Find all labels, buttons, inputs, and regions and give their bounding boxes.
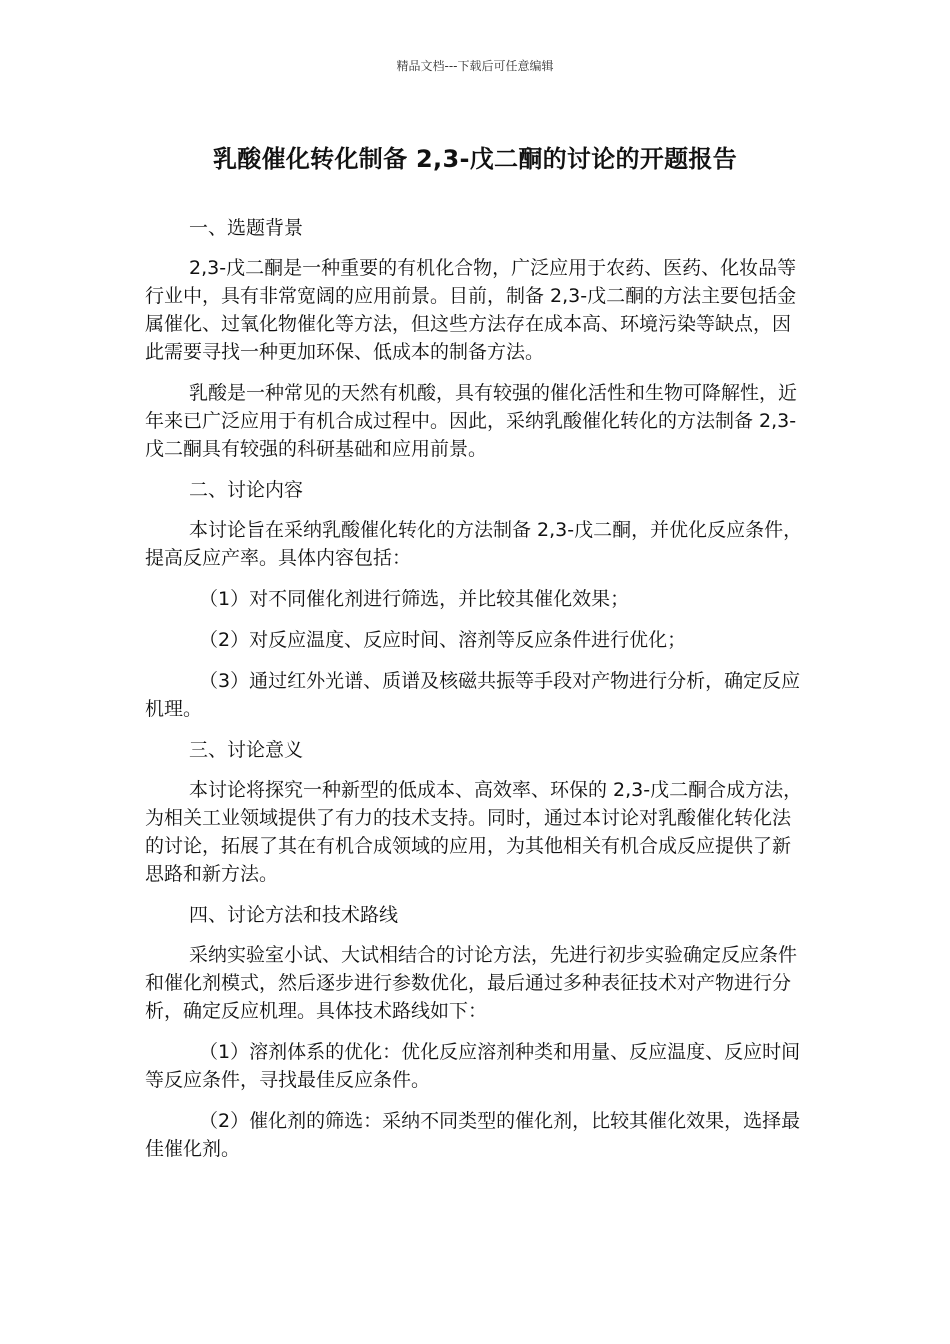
section-heading-methods: 四、讨论方法和技术路线 [189, 904, 399, 926]
paragraph: 乳酸是一种常见的天然有机酸，具有较强的催化活性和生物可降解性，近年来已广泛应用于有机合成过程中。因此，采纳乳酸催化转化的方法制备 2,3-戊二酮具有较强的科研基础和应用前景。 [145, 382, 798, 460]
list-item: （3）通过红外光谱、质谱及核磁共振等手段对产物进行分析，确定反应机理。 [145, 670, 801, 720]
page-header: 精品文档---下载后可任意编辑 [396, 59, 554, 73]
paragraph: 本讨论旨在采纳乳酸催化转化的方法制备 2,3-戊二酮，并优化反应条件，提高反应产率。具体内容包括： [145, 519, 803, 569]
section-heading-content: 二、讨论内容 [189, 479, 304, 501]
list-item: （1）对不同催化剂进行筛选，并比较其催化效果； [199, 588, 630, 610]
list-item: （1）溶剂体系的优化：优化反应溶剂种类和用量、反应温度、反应时间等反应条件，寻找最佳反应条件。 [145, 1041, 801, 1091]
document-body [145, 214, 807, 1176]
section-heading-significance: 三、讨论意义 [189, 739, 304, 761]
paragraph: 本讨论将探究一种新型的低成本、高效率、环保的 2,3-戊二酮合成方法，为相关工业领域提供了有力的技术支持。同时，通过本讨论对乳酸催化转化法的讨论，拓展了其在有机合成领域的应用，为其他相关有机合成反应提供了新思路和新方法。 [145, 779, 803, 885]
paragraph: 2,3-戊二酮是一种重要的有机化合物，广泛应用于农药、医药、化妆品等行业中，具有非常宽阔的应用前景。目前，制备 2,3-戊二酮的方法主要包括金属催化、过氧化物催化等方法，但这些方法存在成本高、环境污染等缺点，因此需要寻找一种更加环保、低成本的制备方法。 [145, 257, 797, 363]
document-title: 乳酸催化转化制备 2,3-戊二酮的讨论的开题报告 [212, 145, 738, 173]
paragraph: 采纳实验室小试、大试相结合的讨论方法，先进行初步实验确定反应条件和催化剂模式，然后逐步进行参数优化，最后通过多种表征技术对产物进行分析，确定反应机理。具体技术路线如下： [145, 944, 798, 1022]
list-item: （2）对反应温度、反应时间、溶剂等反应条件进行优化； [199, 629, 687, 651]
section-heading-background: 一、选题背景 [189, 217, 304, 239]
list-item: （2）催化剂的筛选：采纳不同类型的催化剂，比较其催化效果，选择最佳催化剂。 [145, 1110, 801, 1160]
